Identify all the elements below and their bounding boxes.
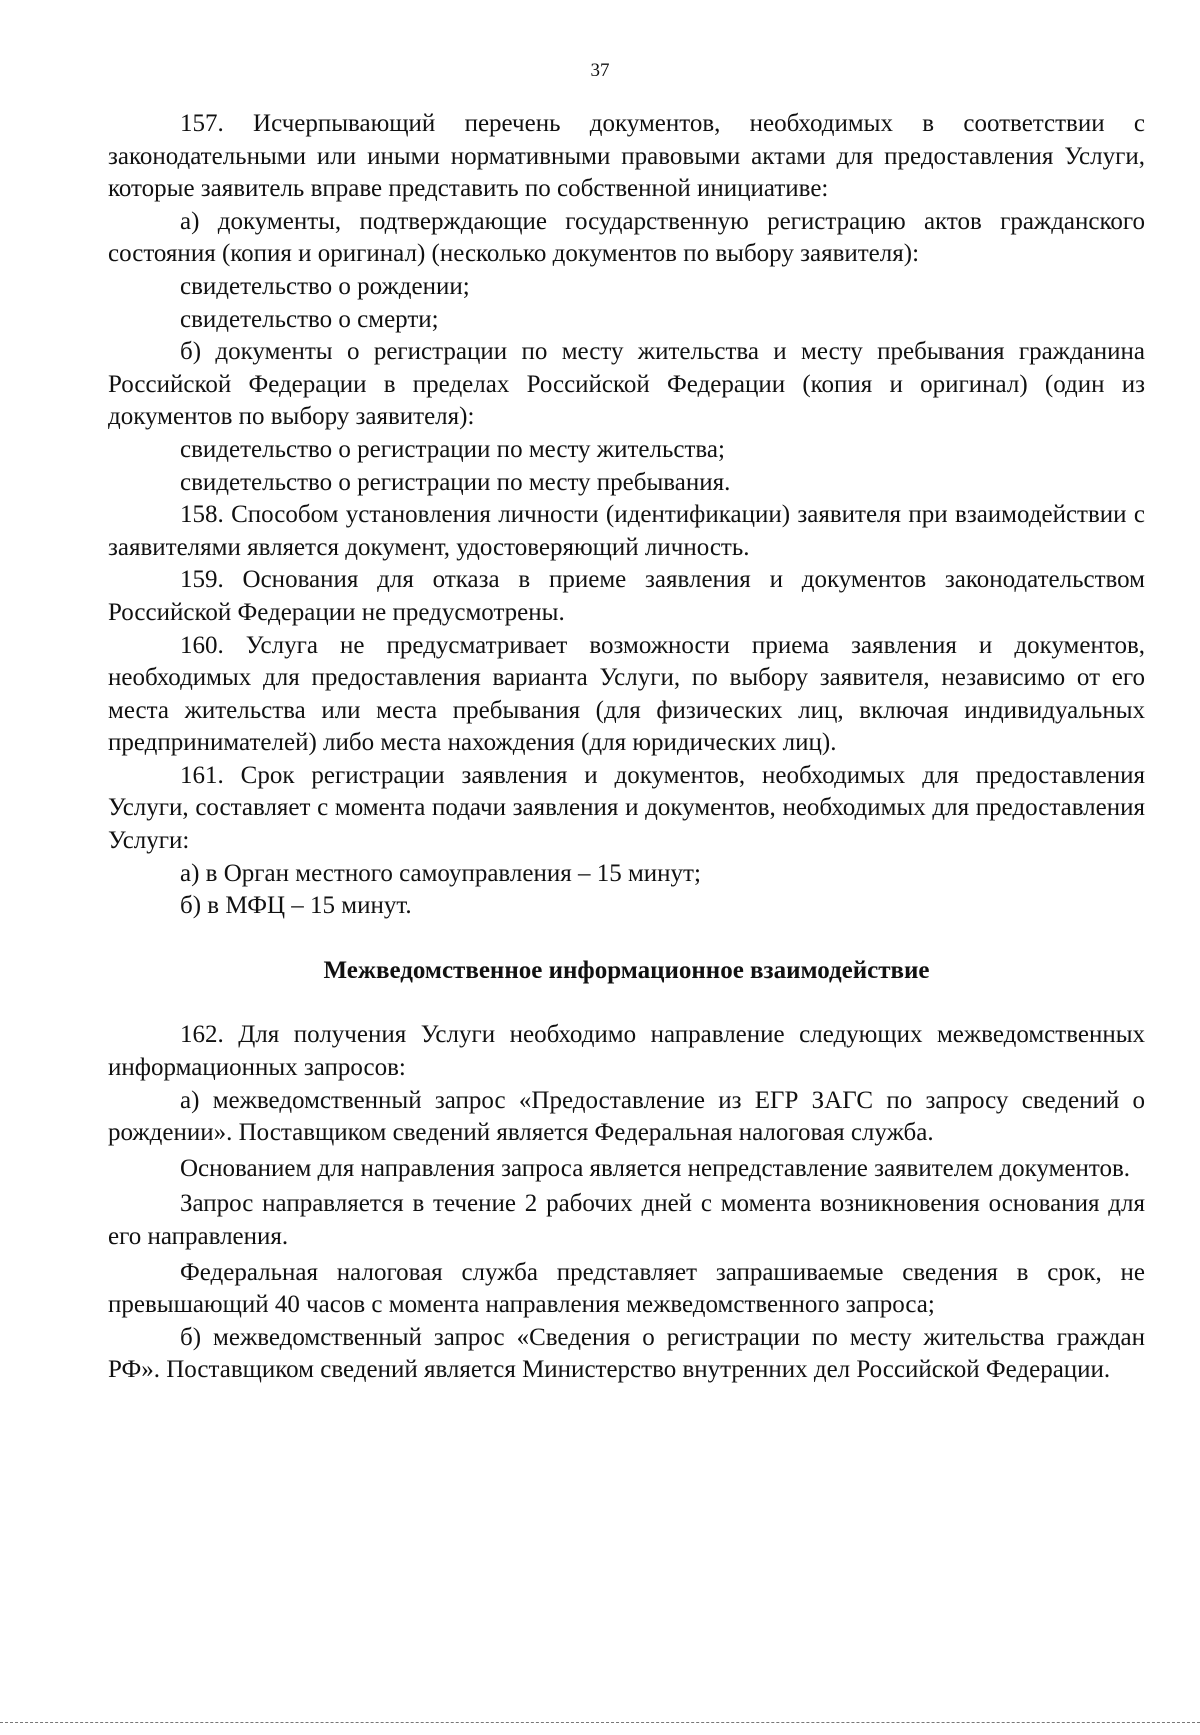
paragraph: Основанием для направления запроса является непредставление заявителем документов.: [180, 1154, 1131, 1182]
paragraph-162-a: а) межведомственный запрос «Предоставление из ЕГР ЗАГС по запросу сведений о рождении». Поставщиком сведений является Федеральная налоговая служба.: [108, 1086, 1145, 1147]
list-item: свидетельство о рождении;: [180, 272, 470, 300]
paragraph-162-b: б) межведомственный запрос «Сведения о регистрации по месту жительства граждан РФ». Поставщиком сведений является Министерство внутренних дел Российской Федерации.: [108, 1323, 1145, 1384]
list-item: б) в МФЦ – 15 минут.: [180, 892, 412, 920]
paragraph-157-b: б) документы о регистрации по месту жительства и месту пребывания гражданина Российской Федерации в пределах Российской Федерации (копия и оригинал) (один из документов по выбору заявителя):: [108, 338, 1145, 431]
list-item: а) в Орган местного самоуправления – 15 минут;: [180, 859, 701, 887]
paragraph-157: 157. Исчерпывающий перечень документов, необходимых в соответствии с законодательными или иными нормативными правовыми актами для предоставления Услуги, которые заявитель вправе представить по собственной инициативе:: [108, 110, 1145, 203]
paragraph-158: 158. Способом установления личности (идентификации) заявителя при взаимодействии с заявителями является документ, удостоверяющий личность.: [108, 501, 1145, 561]
paragraph-160: 160. Услуга не предусматривает возможности приема заявления и документов, необходимых для предоставления варианта Услуги, по выбору заявителя, независимо от его места жительства или места пребывания (для физических лиц, включая индивидуальных предпринимателей) либо места нахождения (для юридических лиц).: [108, 631, 1145, 757]
paragraph-157-a: а) документы, подтверждающие государственную регистрацию актов гражданского состояния (копия и оригинал) (несколько документов по выбору заявителя):: [108, 207, 1145, 268]
list-item: свидетельство о смерти;: [180, 305, 439, 333]
scan-edge-divider: [0, 1722, 1200, 1723]
paragraph-161: 161. Срок регистрации заявления и документов, необходимых для предоставления Услуги, составляет с момента подачи заявления и документов, необходимых для предоставления Услуги:: [108, 761, 1145, 855]
page-number: 37: [590, 60, 610, 81]
section-heading: Межведомственное информационное взаимодействие: [323, 956, 930, 984]
paragraph-162: 162. Для получения Услуги необходимо направление следующих межведомственных информационных запросов:: [108, 1021, 1145, 1082]
list-item: свидетельство о регистрации по месту пребывания.: [180, 468, 731, 496]
paragraph: Федеральная налоговая служба представляет запрашиваемые сведения в срок, не превышающий 40 часов с момента направления межведомственного запроса;: [108, 1258, 1145, 1319]
document-body: [108, 108, 1145, 1387]
list-item: свидетельство о регистрации по месту жительства;: [180, 435, 725, 463]
paragraph: Запрос направляется в течение 2 рабочих дней с момента возникновения основания для его направления.: [108, 1190, 1145, 1250]
paragraph-159: 159. Основания для отказа в приеме заявления и документов законодательством Российской Федерации не предусмотрены.: [108, 566, 1145, 626]
